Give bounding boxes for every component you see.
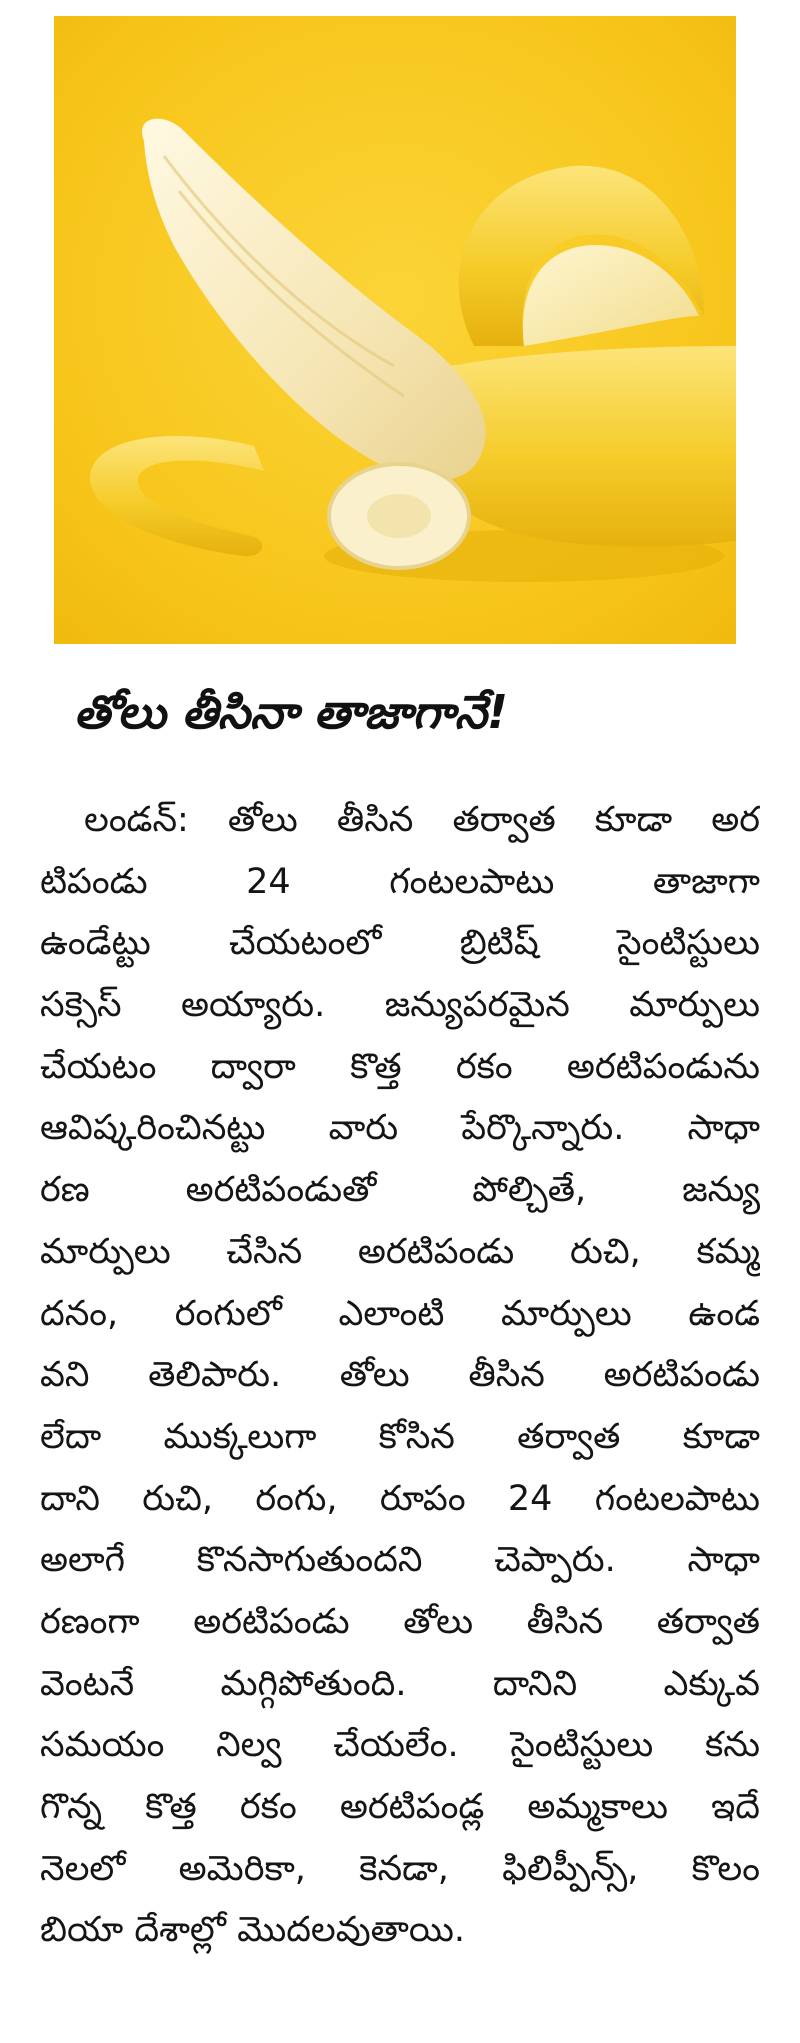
article-line: అలాగే కొనసాగుతుందని చెప్పారు. సాధా <box>40 1540 760 1581</box>
article-line: చేయటం ద్వారా కొత్త రకం అరటిపండును <box>40 1046 760 1087</box>
peeled-banana-illustration <box>54 16 736 644</box>
article-line: ఆవిష్కరించినట్టు వారు పేర్కొన్నారు. సాధా <box>40 1108 760 1149</box>
article-body <box>40 790 760 1962</box>
article-line: రణంగా అరటిపండు తోలు తీసిన తర్వాత <box>40 1601 760 1642</box>
article-line: సమయం నిల్వ చేయలేం. సైంటిస్టులు కను <box>40 1725 760 1766</box>
article-line: దనం, రంగులో ఎలాంటి మార్పులు ఉండ <box>40 1293 760 1334</box>
article-line: లండన్: తోలు తీసిన తర్వాత కూడా అర <box>84 800 760 840</box>
article-line: రణ అరటిపండుతో పోల్చితే, జన్యు <box>40 1170 760 1211</box>
banana-slice-core <box>367 494 431 538</box>
banana-photo <box>54 16 736 644</box>
article-line: దాని రుచి, రంగు, రూపం 24 గంటలపాటు <box>40 1478 760 1519</box>
article-line: వని తెలిపారు. తోలు తీసిన అరటిపండు <box>40 1355 760 1396</box>
article-headline: తోలు తీసినా తాజాగానే! <box>74 685 508 739</box>
article-line: గొన్న కొత్త రకం అరటిపండ్ల అమ్మకాలు ఇదే <box>40 1787 760 1827</box>
article-line: టిపండు 24 గంటలపాటు తాజాగా <box>40 861 760 902</box>
article-line: బియా దేశాల్లో మొదలవుతాయి. <box>40 1910 466 1951</box>
article-line: ఉండేట్టు చేయటంలో బ్రిటిష్ సైంటిస్టులు <box>40 923 760 964</box>
article-line: లేదా ముక్కలుగా కోసిన తర్వాత కూడా <box>40 1416 760 1457</box>
article-line: మార్పులు చేసిన అరటిపండు రుచి, కమ్మ <box>40 1231 760 1272</box>
article-line: సక్సెస్ అయ్యారు. జన్యుపరమైన మార్పులు <box>40 985 760 1026</box>
article-line: నెలలో అమెరికా, కెనడా, ఫిలిప్పీన్స్, కొలం <box>40 1848 760 1889</box>
article-line: వెంటనే మగ్గిపోతుంది. దానిని ఎక్కువ <box>40 1663 760 1704</box>
